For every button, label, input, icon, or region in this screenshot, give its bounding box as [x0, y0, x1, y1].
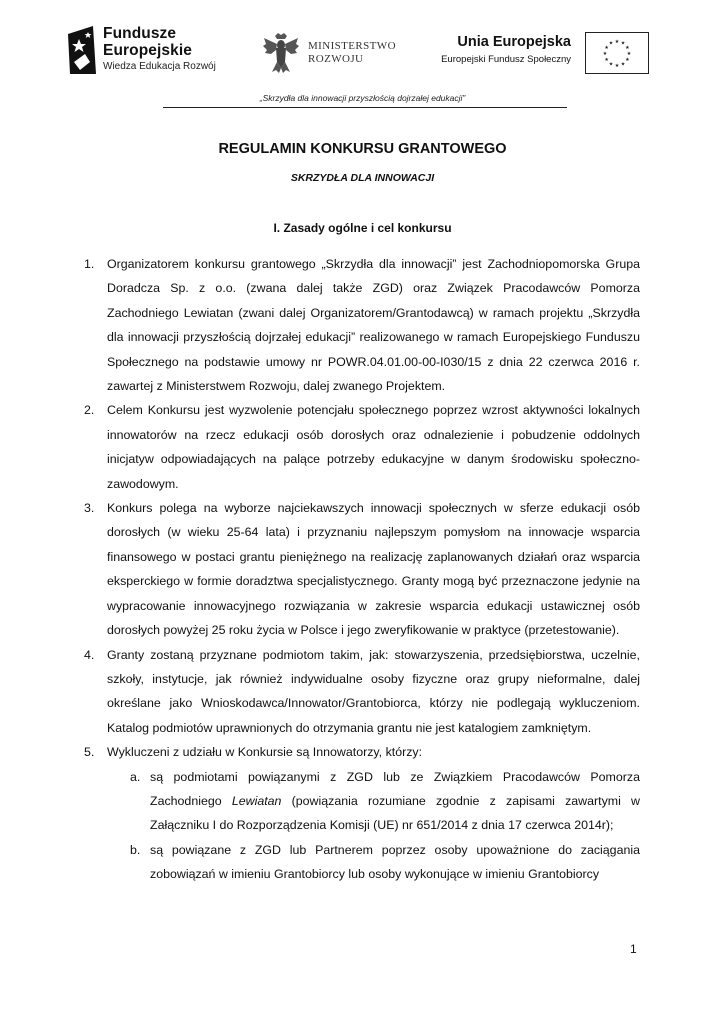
svg-text:★: ★: [602, 51, 608, 57]
list-item: [84, 740, 640, 764]
document-title: REGULAMIN KONKURSU GRANTOWEGO: [218, 141, 507, 157]
list-item-text: Konkurs polega na wyborze najciekawszych innowacji społecznych w sferze edukacji osób dorosłych (w wieku 25-64 lata) i przyznaniu najlepszym pomysłom na innowacje wsparcia finansowego w postaci grantu pieniężnego na realizację zaplanowanych działań oraz wsparcia eksperckiego w formie doradztwa specjalistycznego. Granty mogą być przeznaczone jedynie na wypracowanie innowacyjnego rozwiązania w zakresie wsparcia edukacji ustawicznej osób dorosłych powyżej 25 roku życia w Polsce i jego zweryfikowanie w praktyce (przetestowanie).: [107, 501, 640, 638]
list-item-number: 5.: [84, 745, 95, 760]
header-divider: [163, 107, 567, 108]
fe-star-icon: [66, 26, 98, 76]
sub-list-item-text: są podmiotami powiązanymi z ZGD lub ze Związkiem Pracodawców Pomorza Zachodniego Lewiatan (powiązania rozumiane zgodnie z zapisami zawartymi w Załączniku I do Rozporządzenia Komisji (UE) nr 651/2014 z dnia 17 czerwca 2014r);: [150, 769, 640, 833]
page-number: 1: [630, 942, 637, 956]
eu-logo-line2: Europejski Fundusz Społeczny: [441, 54, 571, 65]
ministry-line2: ROZWOJU: [308, 53, 364, 65]
list-item: [84, 496, 640, 642]
svg-text:★: ★: [625, 57, 630, 63]
list-item-number: 3.: [84, 501, 95, 516]
list-item-text: Granty zostaną przyznane podmiotom takim, jak: stowarzyszenia, przedsiębiorstwa, uczelnie, szkoły, instytucje, jak również indywidualne osoby fizyczne oraz grupy nieformalne, dalej określane jako Wnioskodawca/Innowator/Grantobiorca, którzy nie podlegają wykluczeniom. Katalog podmiotów uprawnionych do otrzymania grantu nie jest katalogiem zamkniętym.: [107, 647, 640, 735]
svg-text:★: ★: [620, 61, 626, 68]
eu-logo-line1: Unia Europejska: [457, 34, 571, 50]
svg-text:★: ★: [614, 39, 620, 45]
list-item: [84, 252, 640, 398]
fe-logo-line1: Fundusze: [103, 25, 177, 42]
list-item-text: Celem Konkursu jest wyzwolenie potencjału społecznego poprzez wzrost aktywności lokalnych innowatorów na rzecz edukacji osób dorosłych oraz odnalezienie i pobudzenie oddolnych inicjatyw odpowiadających na palące potrzeby edukacyjne w danym środowisku społeczno-zawodowym.: [107, 403, 640, 491]
eu-logo-text: [436, 34, 571, 65]
sub-list-item: [84, 838, 640, 887]
section-heading: I. Zasady ogólne i cel konkursu: [273, 221, 452, 235]
fe-logo-line3: Wiedza Edukacja Rozwój: [103, 61, 216, 72]
sub-list-item-letter: a.: [130, 769, 141, 784]
svg-text:★: ★: [604, 45, 609, 51]
ministry-line1: MINISTERSTWO: [308, 40, 396, 52]
header-logos: [66, 24, 656, 84]
list-item-number: 1.: [84, 257, 95, 271]
svg-text:★: ★: [608, 61, 614, 68]
fe-logo-line2: Europejskie: [103, 41, 192, 59]
italic-name: Lewiatan: [231, 793, 282, 808]
svg-text:★: ★: [604, 57, 609, 63]
sub-list-item-text: są powiązane z ZGD lub Partnerem poprzez osoby upoważnione do zaciągania zobowiązań w imieniu Grantobiorcy lub osoby wykonujące w imieniu Grantobiorcy: [150, 842, 640, 882]
project-motto: „Skrzydła dla innowacji przyszłością dojrzałej edukacji”: [259, 93, 466, 103]
sub-list-item: [84, 765, 640, 838]
svg-text:★: ★: [608, 40, 614, 47]
list-item: [84, 643, 640, 741]
document-subtitle: SKRZYDŁA DLA INNOWACJI: [290, 172, 435, 184]
list-item-number: 4.: [84, 647, 95, 662]
list-item-text: Wykluczeni z udziału w Konkursie są Innowatorzy, którzy:: [107, 745, 423, 760]
sub-list-item-letter: b.: [130, 842, 141, 857]
svg-text:★: ★: [614, 63, 620, 69]
eu-flag-icon: [585, 32, 649, 74]
document-body: [84, 252, 640, 887]
svg-text:★: ★: [626, 51, 632, 57]
list-item-number: 2.: [84, 403, 95, 418]
svg-text:★: ★: [625, 45, 630, 51]
list-item: [84, 398, 640, 496]
ministry-logo: [262, 32, 396, 74]
svg-text:★: ★: [620, 40, 626, 47]
fe-logo: [66, 26, 216, 76]
list-item-text: Organizatorem konkursu grantowego „Skrzydła dla innowacji” jest Zachodniopomorska Grupa Doradcza Sp. z o.o. (zwana dalej także ZGD) oraz Związek Pracodawców Pomorza Zachodniego Lewiatan (zwani dalej Organizatorem/Grantodawcą) w ramach projektu „Skrzydła dla innowacji przyszłością dojrzałej edukacji” realizowanego w ramach Europejskiego Funduszu Społecznego na podstawie umowy nr POWR.04.01.00-00-I030/15 z dnia 22 czerwca 2016 r. zawartej z Ministerstwem Rozwoju, dalej zwanego Projektem.: [107, 257, 640, 394]
eagle-emblem-icon: [262, 32, 300, 74]
